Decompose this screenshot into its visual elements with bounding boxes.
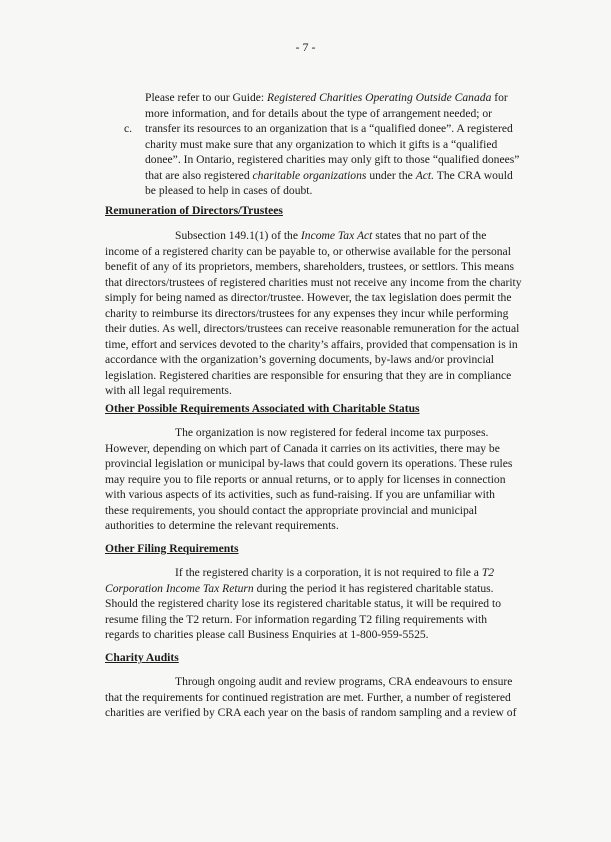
text-line: authorities to determine the relevant requirements.	[105, 519, 339, 532]
text-line: Should the registered charity lose its registered charitable status, it will be required to	[105, 597, 502, 610]
text-line	[105, 565, 525, 581]
list-marker-c: c.	[124, 122, 133, 135]
text-line: income of a registered charity can be payable to, or otherwise available for the personal	[105, 244, 511, 258]
text-line: resume filing the T2 return. For information regarding T2 filing requirements with	[105, 612, 488, 626]
text-line: their duties. As well, directors/trustees can receive reasonable remuneration for the actual	[105, 322, 520, 335]
text-line: provincial legislation or municipal by-laws that could govern its operations. These rules	[105, 457, 513, 470]
section-heading-other-requirements: Other Possible Requirements Associated with Charitable Status	[105, 402, 420, 415]
text-line: may require you to file reports or annual returns, or to apply for licenses in connection	[105, 472, 506, 486]
text-run: The organization is now registered for federal income tax purposes.	[175, 426, 489, 439]
text-run: under the	[366, 168, 416, 182]
text-line	[105, 674, 525, 690]
text-line	[105, 228, 525, 244]
text-run: states that no part of the	[372, 229, 487, 242]
text-run: If the registered charity is a corporation, it is not required to file a	[175, 566, 482, 579]
text-line: legislation. Registered charities are responsible for ensuring that they are in compliance	[105, 368, 512, 382]
text-line: charity to reimburse its directors/trustees for any expenses they incur while performing	[105, 306, 509, 320]
text-run: Subsection 149.1(1) of the	[175, 229, 301, 242]
page-number: - 7 -	[295, 40, 316, 54]
text-line	[145, 90, 525, 106]
text-line	[105, 425, 525, 441]
section-heading-filing: Other Filing Requirements	[105, 542, 239, 555]
text-line: regards to charities please call Business Enquiries at 1-800-959-5525.	[105, 628, 429, 641]
text-line	[145, 168, 525, 184]
text-run: The CRA would	[434, 168, 513, 182]
italic-term: Income Tax Act	[300, 229, 373, 242]
text-line: charities are verified by CRA each year on the basis of random sampling and a review of	[105, 706, 517, 719]
section-body-other-requirements	[105, 425, 525, 534]
list-item-b-tail	[145, 90, 525, 121]
section-heading-remuneration: Remuneration of Directors/Trustees	[105, 204, 283, 217]
text-run: that are also registered	[145, 168, 253, 182]
italic-term: T2	[481, 566, 495, 579]
text-line: that the requirements for continued registration are met. Further, a number of registered	[105, 690, 511, 704]
text-line	[105, 581, 525, 597]
guide-title: Registered Charities Operating Outside Canada	[267, 91, 492, 104]
text-line: be pleased to help in cases of doubt.	[145, 184, 313, 197]
text-line: these requirements, you should contact the appropriate provincial and municipal	[105, 503, 478, 517]
text-line: time, effort and services devoted to the charity’s affairs, provided that compensation is in	[105, 337, 518, 351]
text-line: with various aspects of its activities, such as fund-raising. If you are unfamiliar with	[105, 488, 495, 501]
text-line: accordance with the organization’s governing documents, by-laws and/or provincial	[105, 353, 495, 366]
text-line: However, depending on which part of Canada it carries on its activities, there may be	[105, 441, 500, 455]
text-run: for	[491, 91, 508, 104]
text-run: during the period it has registered charitable status.	[253, 581, 494, 595]
text-line: donee”. In Ontario, registered charities may only gift to those “qualified donees”	[145, 153, 520, 166]
text-line: that directors/trustees of registered charities must not receive any income from the charity	[105, 275, 522, 289]
text-line: more information, and for details about the type of arrangement needed; or	[145, 106, 493, 120]
italic-term: charitable organizations	[252, 168, 367, 182]
section-body-remuneration	[105, 228, 525, 399]
text-run: Through ongoing audit and review programs, CRA endeavours to ensure	[175, 675, 513, 688]
text-run: Please refer to our Guide:	[145, 91, 268, 104]
text-line: benefit of any of its proprietors, members, shareholders, trustees, or settlors. This means	[105, 260, 515, 273]
text-line: simply for being named as director/trustee. However, the tax legislation does permit the	[105, 291, 512, 304]
section-heading-audits: Charity Audits	[105, 651, 179, 664]
list-item-c	[145, 121, 525, 199]
italic-term: Corporation Income Tax Return	[105, 581, 254, 595]
section-body-audits	[105, 674, 525, 721]
section-body-filing	[105, 565, 525, 643]
text-line: with all legal requirements.	[105, 384, 232, 397]
italic-term: Act.	[415, 168, 435, 182]
text-line: charity must make sure that any organization to which it gifts is a “qualified	[145, 137, 498, 151]
text-line: transfer its resources to an organization that is a “qualified donee”. A registered	[145, 122, 513, 135]
